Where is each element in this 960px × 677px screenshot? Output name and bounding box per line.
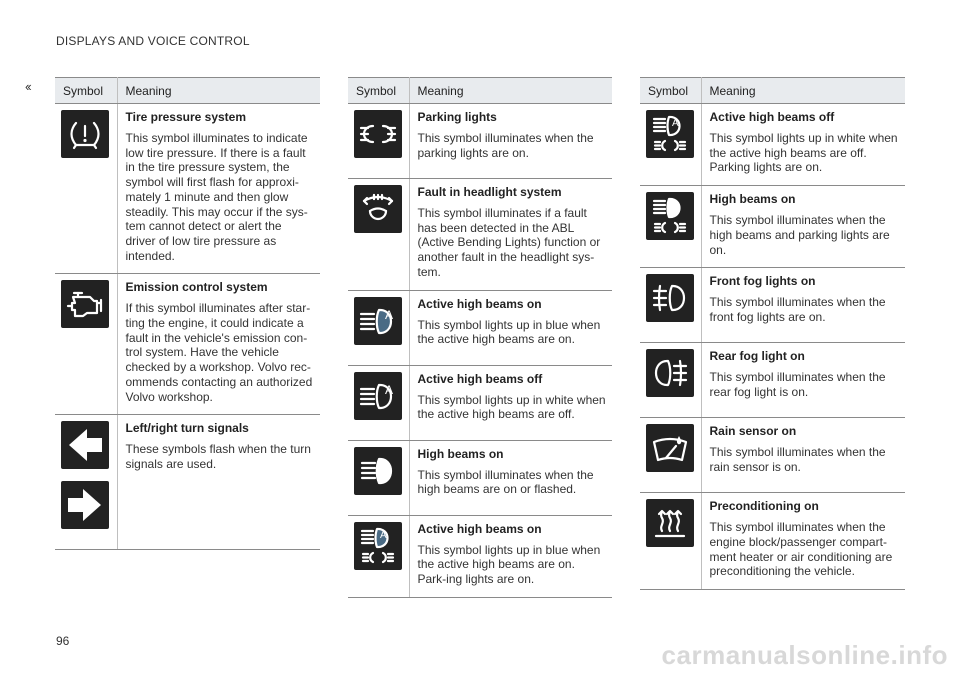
symbol-cell xyxy=(640,186,701,268)
symbol-title: Rain sensor on xyxy=(709,424,797,439)
svg-text:A: A xyxy=(385,382,394,397)
symbol-title: Front fog lights on xyxy=(709,274,816,289)
symbol-row xyxy=(55,274,320,415)
headlight-fault-icon xyxy=(354,185,402,233)
symbol-cell xyxy=(55,415,117,550)
svg-text:A: A xyxy=(672,118,679,129)
watermark: carmanualsonline.info xyxy=(661,640,948,670)
meaning-cell xyxy=(701,186,905,268)
symbol-row xyxy=(348,440,612,515)
symbol-title: Fault in headlight system xyxy=(417,185,562,199)
preconditioning-icon xyxy=(646,499,694,547)
symbol-cell xyxy=(640,104,701,186)
symbol-description: This symbol illuminates when the rain sensor is on. xyxy=(709,445,886,474)
symbol-description: If this symbol illuminates after star-ting the engine, it could indicate a fault in the vehicle's emission con-trol system. Have the vehicle checked by a workshop. Volvo rec-ommends contacting an authorized Volvo workshop. xyxy=(125,301,313,404)
column-header-meaning: Meaning xyxy=(409,78,612,104)
symbol-cell xyxy=(640,418,701,493)
symbol-title: Rear fog light on xyxy=(709,349,805,364)
meaning-cell xyxy=(409,104,612,179)
symbol-description: This symbol lights up in white when the active high beams are off. xyxy=(417,392,606,422)
meaning-cell xyxy=(409,365,612,440)
meaning-cell xyxy=(409,515,612,597)
column-header-symbol: Symbol xyxy=(348,78,409,104)
engine-icon xyxy=(61,280,109,328)
symbol-row xyxy=(55,415,320,550)
symbol-title: Parking lights xyxy=(417,110,497,124)
active-high-beam-off-icon xyxy=(354,372,402,420)
back-marker: ‹‹ xyxy=(25,79,30,94)
symbol-title: High beams on xyxy=(417,446,504,461)
meaning-cell xyxy=(409,179,612,291)
symbol-description: This symbol lights up in white when the active high beams are off. Parking lights are on. xyxy=(709,131,898,175)
high-beam-icon xyxy=(354,447,402,495)
symbol-cell xyxy=(348,365,409,440)
symbol-table-1 xyxy=(55,77,320,550)
meaning-cell xyxy=(117,104,320,274)
rain-sensor-icon xyxy=(646,424,694,472)
symbol-description: This symbol illuminates when the rear fog light is on. xyxy=(709,370,886,399)
symbol-row xyxy=(348,515,612,597)
symbol-description: This symbol illuminates to indicate low tire pressure. If there is a fault in the tire pressure system, the symbol will first flash for approxi-mately 1 minute and then glow steadily. This may occur if the sys-tem cannot detect or alert the driver of low tire pressure as intended. xyxy=(125,131,308,263)
page-number: 96 xyxy=(56,634,70,648)
meaning-cell xyxy=(117,415,320,550)
active-high-beam-parking-on-icon xyxy=(354,522,402,570)
meaning-cell xyxy=(701,418,905,493)
column-header-meaning: Meaning xyxy=(701,78,905,104)
symbol-description: This symbol illuminates when the high beams and parking lights are on. xyxy=(709,213,890,257)
symbol-description: This symbol lights up in blue when the active high beams are on. Park-ing lights are on. xyxy=(417,542,601,586)
symbol-cell xyxy=(55,104,117,274)
symbol-cell xyxy=(348,290,409,365)
symbol-description: These symbols flash when the turn signals are used. xyxy=(125,442,311,471)
symbol-cell xyxy=(640,493,701,590)
symbol-row xyxy=(640,104,905,186)
left-arrow-icon xyxy=(61,421,109,469)
symbol-title: Left/right turn signals xyxy=(125,421,249,436)
column-header-symbol: Symbol xyxy=(640,78,701,104)
meaning-cell xyxy=(701,493,905,590)
symbol-cell xyxy=(55,274,117,415)
symbol-description: This symbol lights up in blue when the active high beams are on. xyxy=(417,317,601,347)
symbol-title: Tire pressure system xyxy=(125,110,247,124)
symbol-cell xyxy=(348,104,409,179)
symbol-cell xyxy=(348,440,409,515)
svg-text:A: A xyxy=(380,529,387,541)
symbol-cell xyxy=(348,179,409,291)
symbol-row xyxy=(640,493,905,590)
symbol-title: Active high beams off xyxy=(709,110,835,124)
parking-lights-icon xyxy=(354,110,402,158)
right-arrow-icon xyxy=(61,481,109,529)
front-fog-icon xyxy=(646,274,694,322)
meaning-cell xyxy=(701,343,905,418)
symbol-cell xyxy=(348,515,409,597)
symbol-table-2 xyxy=(348,77,612,598)
symbol-table-3 xyxy=(640,77,905,590)
symbol-cell xyxy=(640,268,701,343)
rear-fog-icon xyxy=(646,349,694,397)
symbol-row xyxy=(640,343,905,418)
meaning-cell xyxy=(409,440,612,515)
symbol-row xyxy=(55,104,320,274)
tire-pressure-icon xyxy=(61,110,109,158)
symbol-title: Active high beams on xyxy=(417,296,542,311)
symbol-cell xyxy=(640,343,701,418)
symbol-description: This symbol illuminates when the engine block/passenger compart-ment heater or air conditioning are preconditioning the vehicle. xyxy=(709,520,893,579)
symbol-row xyxy=(348,179,612,291)
symbol-row xyxy=(640,268,905,343)
symbol-row xyxy=(348,290,612,365)
symbol-title: Emission control system xyxy=(125,280,268,295)
symbol-title: Active high beams on xyxy=(417,521,542,536)
symbol-description: This symbol illuminates if a fault has been detected in the ABL (Active Bending Lights) function or another fault in the headlight sys-tem. xyxy=(417,206,601,279)
high-beam-parking-icon xyxy=(646,192,694,240)
meaning-cell xyxy=(117,274,320,415)
section-header: DISPLAYS AND VOICE CONTROL xyxy=(56,34,250,48)
active-high-beam-parking-off-icon xyxy=(646,110,694,158)
meaning-cell xyxy=(701,104,905,186)
meaning-cell xyxy=(701,268,905,343)
symbol-title: Active high beams off xyxy=(417,371,543,386)
column-header-meaning: Meaning xyxy=(117,78,320,104)
symbol-description: This symbol illuminates when the high beams are on or flashed. xyxy=(417,467,594,497)
active-high-beam-on-icon xyxy=(354,297,402,345)
symbol-row xyxy=(348,365,612,440)
meaning-cell xyxy=(409,290,612,365)
svg-text:A: A xyxy=(385,307,394,322)
symbol-row xyxy=(640,418,905,493)
symbol-description: This symbol illuminates when the parking lights are on. xyxy=(417,131,594,160)
symbol-description: This symbol illuminates when the front fog lights are on. xyxy=(709,295,886,324)
symbol-title: Preconditioning on xyxy=(709,499,819,514)
symbol-row xyxy=(640,186,905,268)
column-header-symbol: Symbol xyxy=(55,78,117,104)
symbol-title: High beams on xyxy=(709,192,796,207)
symbol-row xyxy=(348,104,612,179)
